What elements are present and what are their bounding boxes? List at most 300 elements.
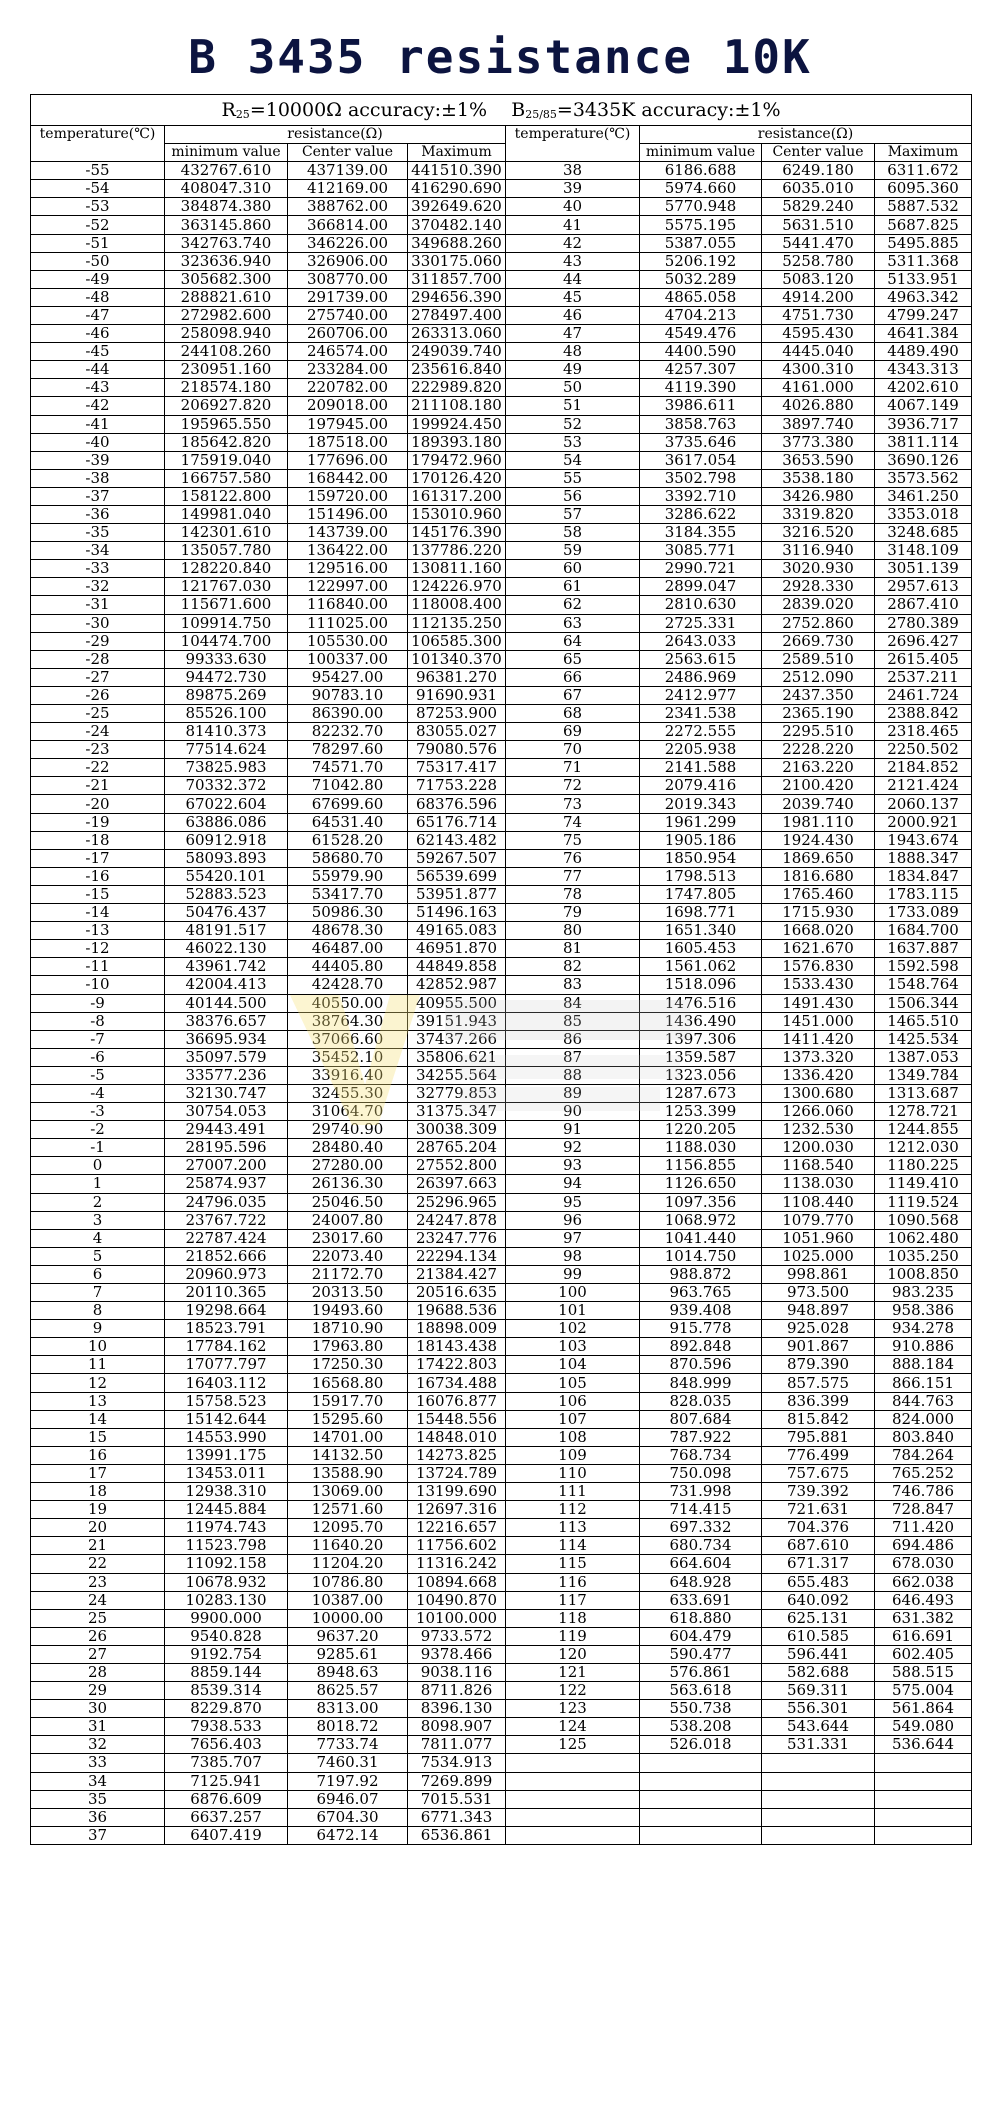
left-minimum-cell: 19298.664: [165, 1302, 288, 1320]
table-row: [31, 958, 972, 976]
right-temperature-cell: [506, 1754, 640, 1772]
left-center-cell: 8018.72: [288, 1718, 408, 1736]
left-center-cell: 291739.00: [288, 288, 408, 306]
left-maximum-cell: 9733.572: [408, 1627, 506, 1645]
right-maximum-cell: 588.515: [875, 1663, 972, 1681]
table-row: [31, 1754, 972, 1772]
left-minimum-cell: 25874.937: [165, 1175, 288, 1193]
right-maximum-cell: 1244.855: [875, 1121, 972, 1139]
left-center-cell: 8948.63: [288, 1663, 408, 1681]
left-minimum-cell: 21852.666: [165, 1247, 288, 1265]
left-maximum-cell: 112135.250: [408, 614, 506, 632]
left-center-cell: 151496.00: [288, 505, 408, 523]
table-row: [31, 1718, 972, 1736]
spec-row: [31, 95, 972, 126]
right-center-cell: 2589.510: [762, 650, 875, 668]
left-maximum-cell: 8711.826: [408, 1682, 506, 1700]
right-temperature-cell: 100: [506, 1284, 640, 1302]
left-minimum-cell: 20110.365: [165, 1284, 288, 1302]
left-maximum-cell: 6536.861: [408, 1826, 506, 1844]
left-maximum-cell: 30038.309: [408, 1121, 506, 1139]
left-center-cell: 71042.80: [288, 777, 408, 795]
left-maximum-cell: 28765.204: [408, 1139, 506, 1157]
right-center-cell: [762, 1826, 875, 1844]
right-temperature-cell: 78: [506, 885, 640, 903]
left-minimum-cell: 11092.158: [165, 1555, 288, 1573]
right-temperature-cell: 54: [506, 451, 640, 469]
right-temperature-cell: 79: [506, 904, 640, 922]
right-temperature-cell: 62: [506, 596, 640, 614]
right-temperature-cell: 75: [506, 831, 640, 849]
left-maximum-cell: 7811.077: [408, 1736, 506, 1754]
r25-subscript: 25: [235, 108, 250, 121]
right-minimum-cell: 2412.977: [640, 686, 762, 704]
left-maximum-cell: 51496.163: [408, 904, 506, 922]
right-center-cell: 704.376: [762, 1519, 875, 1537]
left-center-cell: 31064.70: [288, 1103, 408, 1121]
left-center-cell: 35452.10: [288, 1048, 408, 1066]
right-temperature-cell: 47: [506, 325, 640, 343]
left-temperature-cell: 22: [31, 1555, 165, 1573]
right-minimum-cell: 2563.615: [640, 650, 762, 668]
right-center-cell: 998.861: [762, 1265, 875, 1283]
left-temperature-cell: 33: [31, 1754, 165, 1772]
left-center-cell: 48678.30: [288, 922, 408, 940]
left-center-cell: 246574.00: [288, 343, 408, 361]
left-temperature-cell: 20: [31, 1519, 165, 1537]
right-temperature-cell: 65: [506, 650, 640, 668]
table-row: [31, 1591, 972, 1609]
right-minimum-cell: 2486.969: [640, 668, 762, 686]
left-minimum-cell: 195965.550: [165, 415, 288, 433]
right-temperature-cell: 68: [506, 705, 640, 723]
left-minimum-cell: 99333.630: [165, 650, 288, 668]
right-center-cell: 3319.820: [762, 505, 875, 523]
left-center-cell: 40550.00: [288, 994, 408, 1012]
right-minimum-cell: 538.208: [640, 1718, 762, 1736]
right-maximum-cell: [875, 1772, 972, 1790]
left-minimum-cell: 22787.424: [165, 1229, 288, 1247]
left-temperature-cell: -15: [31, 885, 165, 903]
left-center-cell: 437139.00: [288, 162, 408, 180]
left-minimum-cell: 363145.860: [165, 216, 288, 234]
left-temperature-cell: 4: [31, 1229, 165, 1247]
left-maximum-cell: 23247.776: [408, 1229, 506, 1247]
right-minimum-cell: 1323.056: [640, 1066, 762, 1084]
right-center-cell: 879.390: [762, 1356, 875, 1374]
table-row: [31, 831, 972, 849]
table-row: [31, 614, 972, 632]
left-center-cell: 11640.20: [288, 1537, 408, 1555]
right-minimum-cell: 576.861: [640, 1663, 762, 1681]
left-maximum-cell: 118008.400: [408, 596, 506, 614]
right-maximum-cell: 5495.885: [875, 234, 972, 252]
table-row: [31, 1066, 972, 1084]
right-temperature-cell: 109: [506, 1446, 640, 1464]
right-temperature-cell: 44: [506, 270, 640, 288]
left-maximum-cell: 199924.450: [408, 415, 506, 433]
right-maximum-cell: 746.786: [875, 1483, 972, 1501]
left-minimum-cell: 115671.600: [165, 596, 288, 614]
right-center-cell: 1373.320: [762, 1048, 875, 1066]
left-maximum-cell: 222989.820: [408, 379, 506, 397]
right-maximum-cell: 4202.610: [875, 379, 972, 397]
left-minimum-cell: 9540.828: [165, 1627, 288, 1645]
right-center-cell: 655.483: [762, 1573, 875, 1591]
left-center-cell: 74571.70: [288, 759, 408, 777]
table-row: [31, 1446, 972, 1464]
table-row: [31, 288, 972, 306]
right-center-cell: 2437.350: [762, 686, 875, 704]
right-maximum-cell: [875, 1826, 972, 1844]
right-maximum-cell: 602.405: [875, 1645, 972, 1663]
right-minimum-cell: 2272.555: [640, 723, 762, 741]
left-temperature-cell: -24: [31, 723, 165, 741]
right-temperature-cell: 57: [506, 505, 640, 523]
right-minimum-cell: 664.604: [640, 1555, 762, 1573]
right-center-cell: [762, 1754, 875, 1772]
left-minimum-cell: 218574.180: [165, 379, 288, 397]
left-minimum-cell: 121767.030: [165, 578, 288, 596]
left-temperature-cell: 26: [31, 1627, 165, 1645]
left-center-cell: 50986.30: [288, 904, 408, 922]
right-center-cell: 1025.000: [762, 1247, 875, 1265]
right-temperature-cell: 83: [506, 976, 640, 994]
right-maximum-cell: 3248.685: [875, 524, 972, 542]
left-maximum-cell: 26397.663: [408, 1175, 506, 1193]
left-minimum-cell: 109914.750: [165, 614, 288, 632]
right-maximum-cell: 4963.342: [875, 288, 972, 306]
left-maximum-cell: 19688.536: [408, 1302, 506, 1320]
right-maximum-cell: 728.847: [875, 1501, 972, 1519]
right-temperature-cell: 87: [506, 1048, 640, 1066]
right-minimum-cell: 1287.673: [640, 1084, 762, 1102]
right-minimum-cell: 3735.646: [640, 433, 762, 451]
right-minimum-cell: 1397.306: [640, 1030, 762, 1048]
right-temperature-cell: 105: [506, 1374, 640, 1392]
right-temperature-cell: 71: [506, 759, 640, 777]
left-maximum-cell: 13199.690: [408, 1483, 506, 1501]
right-center-cell: 3116.940: [762, 542, 875, 560]
right-center-cell: 2512.090: [762, 668, 875, 686]
left-temperature-cell: -3: [31, 1103, 165, 1121]
left-maximum-cell: 7269.899: [408, 1772, 506, 1790]
left-temperature-cell: 1: [31, 1175, 165, 1193]
right-maximum-cell: 1212.030: [875, 1139, 972, 1157]
table-row: [31, 904, 972, 922]
right-center-cell: 6249.180: [762, 162, 875, 180]
left-maximum-cell: 35806.621: [408, 1048, 506, 1066]
left-maximum-cell: 235616.840: [408, 361, 506, 379]
right-center-cell: 596.441: [762, 1645, 875, 1663]
left-minimum-cell: 60912.918: [165, 831, 288, 849]
left-minimum-cell: 32130.747: [165, 1084, 288, 1102]
left-temperature-cell: -12: [31, 940, 165, 958]
r25-symbol: R: [221, 99, 236, 121]
table-row: [31, 1663, 972, 1681]
table-row: [31, 180, 972, 198]
left-temperature-cell: -50: [31, 252, 165, 270]
left-center-cell: 412169.00: [288, 180, 408, 198]
right-maximum-cell: 1548.764: [875, 976, 972, 994]
right-maximum-cell: 2250.502: [875, 741, 972, 759]
right-minimum-cell: 1698.771: [640, 904, 762, 922]
table-row: [31, 433, 972, 451]
left-minimum-cell: 8859.144: [165, 1663, 288, 1681]
right-temperature-cell: 66: [506, 668, 640, 686]
left-maximum-cell: 25296.965: [408, 1193, 506, 1211]
table-row: [31, 849, 972, 867]
table-row: [31, 1265, 972, 1283]
left-center-cell: 197945.00: [288, 415, 408, 433]
table-row: [31, 524, 972, 542]
right-center-cell: 2365.190: [762, 705, 875, 723]
table-row: [31, 1826, 972, 1844]
right-center-cell: 1266.060: [762, 1103, 875, 1121]
left-minimum-cell: 40144.500: [165, 994, 288, 1012]
left-center-cell: 12571.60: [288, 1501, 408, 1519]
right-center-cell: 2669.730: [762, 632, 875, 650]
right-maximum-cell: 844.763: [875, 1392, 972, 1410]
right-maximum-cell: 4489.490: [875, 343, 972, 361]
right-maximum-cell: 678.030: [875, 1555, 972, 1573]
left-minimum-cell: 85526.100: [165, 705, 288, 723]
left-temperature-cell: -34: [31, 542, 165, 560]
left-minimum-cell: 408047.310: [165, 180, 288, 198]
left-temperature-cell: -51: [31, 234, 165, 252]
right-center-cell: 1715.930: [762, 904, 875, 922]
right-maximum-cell: 2780.389: [875, 614, 972, 632]
right-temperature-cell: 59: [506, 542, 640, 560]
right-temperature-cell: 69: [506, 723, 640, 741]
left-center-cell: 16568.80: [288, 1374, 408, 1392]
left-minimum-cell: 29443.491: [165, 1121, 288, 1139]
table-row: [31, 505, 972, 523]
left-maximum-cell: 10894.668: [408, 1573, 506, 1591]
right-maximum-cell: 983.235: [875, 1284, 972, 1302]
right-temperature-cell: 124: [506, 1718, 640, 1736]
left-center-cell: 177696.00: [288, 451, 408, 469]
table-row: [31, 1537, 972, 1555]
right-minimum-cell: 4704.213: [640, 306, 762, 324]
left-minimum-cell: 258098.940: [165, 325, 288, 343]
right-maximum-cell: 2060.137: [875, 795, 972, 813]
table-row: [31, 705, 972, 723]
right-minimum-cell: 939.408: [640, 1302, 762, 1320]
left-minimum-cell: 6876.609: [165, 1790, 288, 1808]
left-temperature-cell: 36: [31, 1808, 165, 1826]
left-minimum-cell: 12938.310: [165, 1483, 288, 1501]
left-temperature-cell: -14: [31, 904, 165, 922]
left-minimum-cell: 16403.112: [165, 1374, 288, 1392]
right-maximum-cell: 2537.211: [875, 668, 972, 686]
right-temperature-cell: 97: [506, 1229, 640, 1247]
left-center-cell: 159720.00: [288, 487, 408, 505]
left-center-cell: 13069.00: [288, 1483, 408, 1501]
left-center-cell: 67699.60: [288, 795, 408, 813]
left-maximum-cell: 6771.343: [408, 1808, 506, 1826]
right-maximum-cell: [875, 1808, 972, 1826]
right-temperature-cell: 41: [506, 216, 640, 234]
b-value-accuracy: =3435K accuracy:±1%: [556, 99, 781, 121]
right-center-cell: [762, 1790, 875, 1808]
right-temperature-cell: 89: [506, 1084, 640, 1102]
left-temperature-cell: -31: [31, 596, 165, 614]
right-maximum-cell: 646.493: [875, 1591, 972, 1609]
right-temperature-cell: 40: [506, 198, 640, 216]
left-temperature-cell: -38: [31, 469, 165, 487]
right-minimum-cell: 1156.855: [640, 1157, 762, 1175]
left-temperature-cell: 7: [31, 1284, 165, 1302]
left-center-cell: 275740.00: [288, 306, 408, 324]
left-minimum-cell: 14553.990: [165, 1428, 288, 1446]
right-center-cell: 2928.330: [762, 578, 875, 596]
left-center-cell: 27280.00: [288, 1157, 408, 1175]
left-maximum-cell: 14848.010: [408, 1428, 506, 1446]
left-maximum-cell: 161317.200: [408, 487, 506, 505]
right-center-cell: 2100.420: [762, 777, 875, 795]
left-maximum-cell: 53951.877: [408, 885, 506, 903]
right-center-cell: 1108.440: [762, 1193, 875, 1211]
right-maximum-cell: 1684.700: [875, 922, 972, 940]
right-maximum-cell: 4799.247: [875, 306, 972, 324]
right-minimum-cell: [640, 1790, 762, 1808]
right-maximum-cell: 4343.313: [875, 361, 972, 379]
left-temperature-cell: -23: [31, 741, 165, 759]
right-center-cell: 687.610: [762, 1537, 875, 1555]
left-temperature-cell: 5: [31, 1247, 165, 1265]
right-minimum-cell: 563.618: [640, 1682, 762, 1700]
header-row: [31, 126, 972, 144]
table-row: [31, 1790, 972, 1808]
left-minimum-cell: 46022.130: [165, 940, 288, 958]
left-center-cell: 136422.00: [288, 542, 408, 560]
left-minimum-cell: 42004.413: [165, 976, 288, 994]
left-temperature-cell: -26: [31, 686, 165, 704]
right-maximum-cell: 1506.344: [875, 994, 972, 1012]
left-temperature-cell: -32: [31, 578, 165, 596]
right-center-cell: 1051.960: [762, 1229, 875, 1247]
left-temperature-cell: -21: [31, 777, 165, 795]
table-row: [31, 1229, 972, 1247]
b-value-subscript: 25/85: [525, 108, 557, 121]
right-center-cell: 1621.670: [762, 940, 875, 958]
left-center-cell: 95427.00: [288, 668, 408, 686]
right-minimum-cell: [640, 1826, 762, 1844]
left-temperature-cell: -27: [31, 668, 165, 686]
left-maximum-cell: 96381.270: [408, 668, 506, 686]
right-temperature-cell: 116: [506, 1573, 640, 1591]
left-temperature-cell: 37: [31, 1826, 165, 1844]
left-center-cell: 15295.60: [288, 1410, 408, 1428]
left-center-cell: 14701.00: [288, 1428, 408, 1446]
right-maximum-cell: 561.864: [875, 1700, 972, 1718]
left-minimum-cell: 8229.870: [165, 1700, 288, 1718]
left-minimum-cell: 38376.657: [165, 1012, 288, 1030]
table-row: [31, 813, 972, 831]
right-minimum-cell: 1747.805: [640, 885, 762, 903]
right-temperature-cell: 106: [506, 1392, 640, 1410]
right-temperature-cell: 98: [506, 1247, 640, 1265]
right-temperature-cell: 123: [506, 1700, 640, 1718]
left-center-cell: 220782.00: [288, 379, 408, 397]
table-row: [31, 198, 972, 216]
left-minimum-cell: 149981.040: [165, 505, 288, 523]
right-minimum-cell: 1798.513: [640, 867, 762, 885]
right-minimum-cell: 1476.516: [640, 994, 762, 1012]
left-maximum-cell: 416290.690: [408, 180, 506, 198]
right-temperature-cell: 82: [506, 958, 640, 976]
right-center-cell: 1336.420: [762, 1066, 875, 1084]
right-resistance-header: resistance(Ω): [640, 126, 972, 144]
right-maximum-cell: 824.000: [875, 1410, 972, 1428]
right-center-cell: 776.499: [762, 1446, 875, 1464]
left-temperature-cell: -42: [31, 397, 165, 415]
left-minimum-cell: 48191.517: [165, 922, 288, 940]
right-temperature-cell: 88: [506, 1066, 640, 1084]
left-temperature-header: temperature(℃): [31, 126, 165, 162]
table-row: [31, 1374, 972, 1392]
right-maximum-cell: 2121.424: [875, 777, 972, 795]
right-maximum-cell: 575.004: [875, 1682, 972, 1700]
left-center-cell: 308770.00: [288, 270, 408, 288]
left-temperature-cell: 8: [31, 1302, 165, 1320]
table-row: [31, 1483, 972, 1501]
left-center-cell: 7460.31: [288, 1754, 408, 1772]
right-center-cell: 543.644: [762, 1718, 875, 1736]
left-center-cell: 33916.40: [288, 1066, 408, 1084]
table-row: [31, 1211, 972, 1229]
left-maximum-cell: 40955.500: [408, 994, 506, 1012]
right-minimum-cell: 5974.660: [640, 180, 762, 198]
left-minimum-cell: 230951.160: [165, 361, 288, 379]
left-minimum-cell: 10678.932: [165, 1573, 288, 1591]
right-maximum-cell: 1149.410: [875, 1175, 972, 1193]
right-temperature-cell: 111: [506, 1483, 640, 1501]
left-minimum-cell: 70332.372: [165, 777, 288, 795]
left-center-cell: 61528.20: [288, 831, 408, 849]
right-maximum-cell: 958.386: [875, 1302, 972, 1320]
left-temperature-cell: 3: [31, 1211, 165, 1229]
table-row: [31, 469, 972, 487]
right-center-cell: 2039.740: [762, 795, 875, 813]
right-minimum-cell: 1605.453: [640, 940, 762, 958]
right-maximum-cell: 1733.089: [875, 904, 972, 922]
right-maximum-cell: 803.840: [875, 1428, 972, 1446]
right-center-cell: 721.631: [762, 1501, 875, 1519]
right-center-cell: 5083.120: [762, 270, 875, 288]
left-maximum-cell: 249039.740: [408, 343, 506, 361]
right-maximum-cell: 1062.480: [875, 1229, 972, 1247]
left-minimum-cell: 43961.742: [165, 958, 288, 976]
right-maximum-cell: 1465.510: [875, 1012, 972, 1030]
left-temperature-cell: -4: [31, 1084, 165, 1102]
right-center-cell: [762, 1772, 875, 1790]
right-minimum-cell: 3184.355: [640, 524, 762, 542]
right-temperature-cell: 119: [506, 1627, 640, 1645]
right-maximum-cell: 3811.114: [875, 433, 972, 451]
right-maximum-cell: 1278.721: [875, 1103, 972, 1121]
left-maximum-cell: 12216.657: [408, 1519, 506, 1537]
left-minimum-cell: 63886.086: [165, 813, 288, 831]
right-temperature-cell: 95: [506, 1193, 640, 1211]
left-minimum-cell: 10283.130: [165, 1591, 288, 1609]
table-row: [31, 1736, 972, 1754]
right-center-header: Center value: [762, 144, 875, 162]
left-temperature-cell: 28: [31, 1663, 165, 1681]
right-minimum-cell: 1126.650: [640, 1175, 762, 1193]
left-minimum-cell: 384874.380: [165, 198, 288, 216]
